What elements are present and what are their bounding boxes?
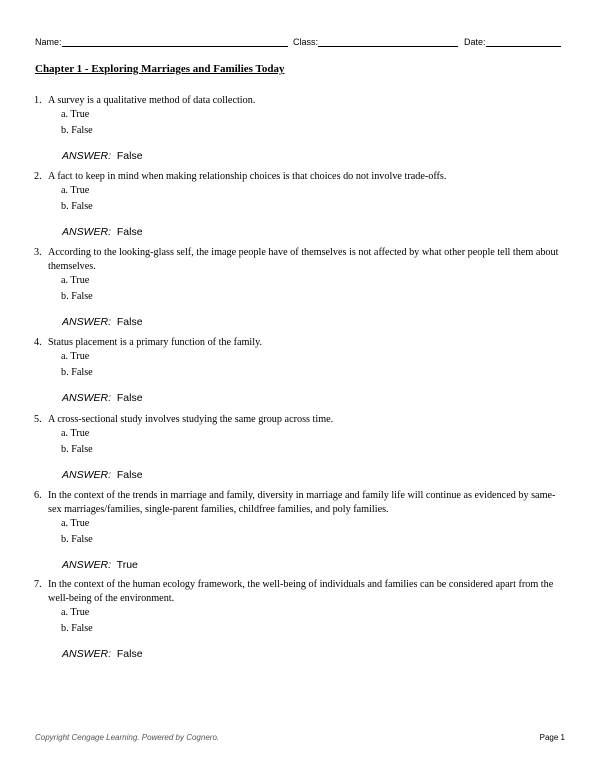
answer-line xyxy=(62,226,143,238)
worksheet-header xyxy=(35,36,565,50)
question-number: 6. xyxy=(34,490,42,501)
question-text: 2. A fact to keep in mind when making relationship choices is that choices do not involve trade-offs. xyxy=(34,171,447,182)
question-number: 2. xyxy=(34,171,42,182)
question-text: 4. Status placement is a primary function of the family. xyxy=(34,337,263,348)
answer-value: False xyxy=(116,392,143,404)
answer-label: ANSWER: xyxy=(62,150,112,162)
option-a[interactable]: a. True xyxy=(61,351,90,362)
class-label: Class: xyxy=(293,37,319,47)
name-label: Name: xyxy=(35,37,62,47)
name-field[interactable] xyxy=(35,36,288,47)
option-b[interactable]: b. False xyxy=(61,125,93,136)
question-number: 7. xyxy=(34,579,42,590)
date-label: Date: xyxy=(464,37,486,47)
answer-line xyxy=(62,392,143,404)
option-b[interactable]: b. False xyxy=(61,444,93,455)
question-text: 3. According to the looking-glass self, the image people have of themselves is not affected by what other people tell them about themselves. xyxy=(34,247,559,272)
answer-value: True xyxy=(116,559,138,571)
class-field[interactable] xyxy=(293,36,458,47)
class-line[interactable] xyxy=(318,36,458,47)
answer-label: ANSWER: xyxy=(62,559,112,571)
answer-value: False xyxy=(116,316,143,328)
date-line[interactable] xyxy=(486,36,561,47)
name-line[interactable] xyxy=(62,36,288,47)
answer-line xyxy=(62,316,143,328)
answer-line xyxy=(62,648,143,660)
option-b[interactable]: b. False xyxy=(61,201,93,212)
answer-value: False xyxy=(116,226,143,238)
option-b[interactable]: b. False xyxy=(61,367,93,378)
option-a[interactable]: a. True xyxy=(61,428,90,439)
answer-label: ANSWER: xyxy=(62,648,112,660)
question-text: 5. A cross-sectional study involves studying the same group across time. xyxy=(34,414,334,425)
answer-label: ANSWER: xyxy=(62,226,112,238)
question-text: 7. In the context of the human ecology framework, the well-being of individuals and families can be considered apart from the well-being of the environment. xyxy=(34,579,554,604)
answer-label: ANSWER: xyxy=(62,392,112,404)
answer-value: False xyxy=(116,648,143,660)
answer-line xyxy=(62,559,138,571)
option-b[interactable]: b. False xyxy=(61,623,93,634)
answer-line xyxy=(62,469,143,481)
date-field[interactable] xyxy=(464,36,561,47)
option-b[interactable]: b. False xyxy=(61,534,93,545)
question-number: 5. xyxy=(34,414,42,425)
copyright-notice: Copyright Cengage Learning. Powered by Cognero. xyxy=(35,733,220,742)
option-a[interactable]: a. True xyxy=(61,518,90,529)
answer-label: ANSWER: xyxy=(62,316,112,328)
question-text: 1. A survey is a qualitative method of data collection. xyxy=(34,95,256,106)
answer-value: False xyxy=(116,469,143,481)
question-number: 3. xyxy=(34,247,42,258)
question-text: 6. In the context of the trends in marriage and family, diversity in marriage and family life will continue as evidenced by same-sex marriages/families, single-parent families, childfree families, and poly families. xyxy=(34,490,556,515)
question-number: 4. xyxy=(34,337,42,348)
question-number: 1. xyxy=(34,95,42,106)
page-number: Page 1 xyxy=(539,733,565,742)
option-a[interactable]: a. True xyxy=(61,275,90,286)
answer-label: ANSWER: xyxy=(62,469,112,481)
option-a[interactable]: a. True xyxy=(61,607,90,618)
option-b[interactable]: b. False xyxy=(61,291,93,302)
answer-line xyxy=(62,150,143,162)
option-a[interactable]: a. True xyxy=(61,109,90,120)
answer-value: False xyxy=(116,150,143,162)
option-a[interactable]: a. True xyxy=(61,185,90,196)
chapter-title: Chapter 1 - Exploring Marriages and Families Today xyxy=(35,63,285,75)
